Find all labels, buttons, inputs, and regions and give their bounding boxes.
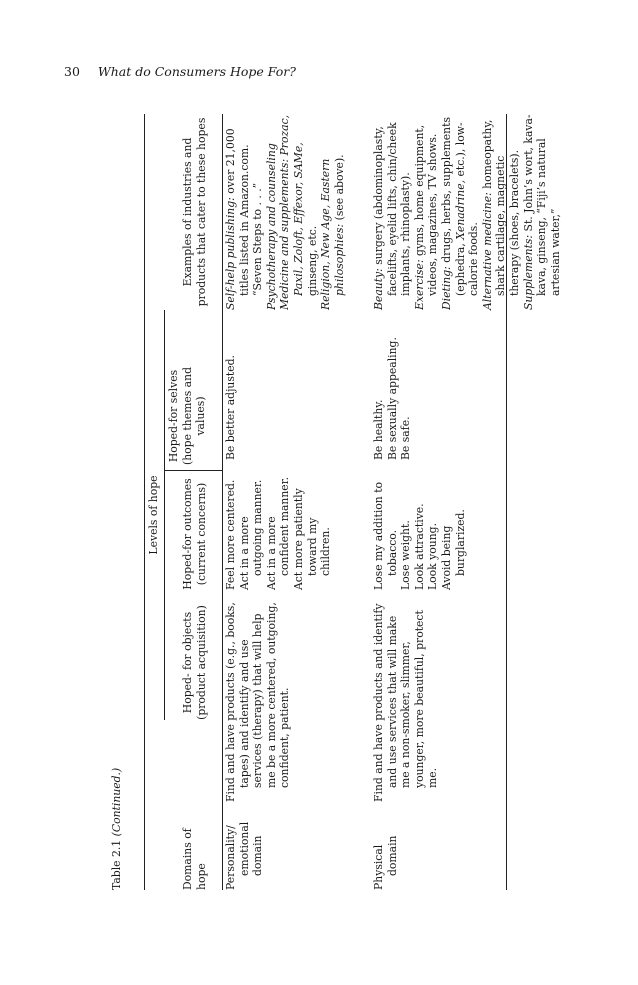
outcome-item: Act more patiently toward my children. (291, 488, 333, 590)
selves-group-rule (164, 470, 222, 471)
caption-continued: (Continued.) (110, 767, 123, 837)
col-header-examples: Examples of industries and products that cater to these hopes (181, 117, 208, 307)
outcome-item: Act in a more outgoing manner. (237, 479, 265, 590)
objects-cell (372, 602, 440, 802)
domain-text: Physical domain (372, 835, 399, 890)
example-alternative-medicine: Alternative medicine: homeopathy, shark cartilage, magnetic therapy (shoes, bracelets). (480, 119, 521, 310)
running-title: What do Consumers Hope For? (97, 64, 296, 79)
domain-cell (224, 808, 265, 890)
example-religion: Religion, New Age, Eastern philosophies: (see above). (319, 154, 346, 310)
example-supplements: Supplements: St. John’s wort, kava-kava, ginseng, “Fiji’s natural artesian water,” (521, 114, 562, 310)
outcome-item: Act in a more confident manner. (264, 476, 292, 590)
outcome-item: Look attractive. (412, 503, 426, 590)
example-self-help: Self-help publishing: over 21,000 titles listed in Amazon.com. “Seven Steps to . . .” (224, 128, 265, 310)
objects-cell (224, 602, 292, 802)
table-row (224, 114, 364, 890)
outcome-item: Lose weight. (399, 520, 413, 590)
col-header-selves: Hoped-for selves (hope themes and values) (167, 367, 208, 465)
example-beauty: Beauty: surgery (abdominoplasty, facelifts, eyelid lifts, chin/cheek implants, rhinoplasty). (372, 122, 413, 310)
group-rule (164, 310, 165, 720)
selves-cell (372, 320, 413, 460)
domain-cell (372, 808, 399, 890)
examples-cell (372, 114, 562, 310)
example-psychotherapy: Psychotherapy and counseling (264, 143, 278, 310)
outcomes-cell (372, 466, 467, 590)
table-caption (110, 768, 124, 890)
outcome-item: Look young. (426, 523, 440, 590)
header-rule (222, 114, 223, 890)
levels-of-hope-header: Levels of hope (147, 475, 160, 555)
selves-cell (224, 320, 238, 460)
objects-text: Find and have products (e.g., books, tapes) and identify and use services (therapy) that will help me be a more centered, outgoing, confident, patient. (224, 602, 292, 802)
top-rule (144, 114, 145, 890)
selves-item: Be safe. (399, 416, 413, 460)
example-dieting: Dieting: drugs, herbs, supplements (ephedra, Xenadrine, etc.), low-calorie foods. (439, 116, 481, 310)
page-number: 30 (64, 64, 80, 79)
outcome-item: Feel more centered. (224, 479, 237, 590)
col-header-domain: Domains of hope (181, 828, 208, 890)
example-exercise: Exercise: gyms, home equipment, videos, magazines, TV shows. (412, 124, 440, 310)
table-row (372, 114, 562, 890)
caption-label: Table 2.1 (110, 839, 123, 890)
rotated-table (110, 114, 562, 890)
col-header-objects: Hoped- for objects (product acquisition) (181, 605, 208, 720)
selves-item: Be healthy. (372, 399, 385, 460)
examples-cell (224, 114, 346, 310)
domain-text: Personality/ emotional domain (224, 821, 265, 890)
selves-item: Be sexually appealing. (385, 337, 399, 460)
running-head (64, 64, 296, 79)
outcome-item: Lose my addition to tobacco. (372, 481, 399, 590)
outcomes-cell (224, 466, 333, 590)
outcome-item: Avoid being burglarized. (439, 509, 467, 590)
selves-item: Be better adjusted. (224, 355, 237, 460)
objects-text: Find and have products and identify and use services that will make me a non-smoker, slimmer, younger, more beautiful, protect me. (372, 603, 440, 802)
example-medicine: Medicine and supplements: Prozac, Paxil, Zoloft, Effexor, SAMe, ginseng, etc. (278, 114, 319, 310)
col-header-outcomes: Hoped-for outcomes (current concerns) (181, 478, 208, 590)
